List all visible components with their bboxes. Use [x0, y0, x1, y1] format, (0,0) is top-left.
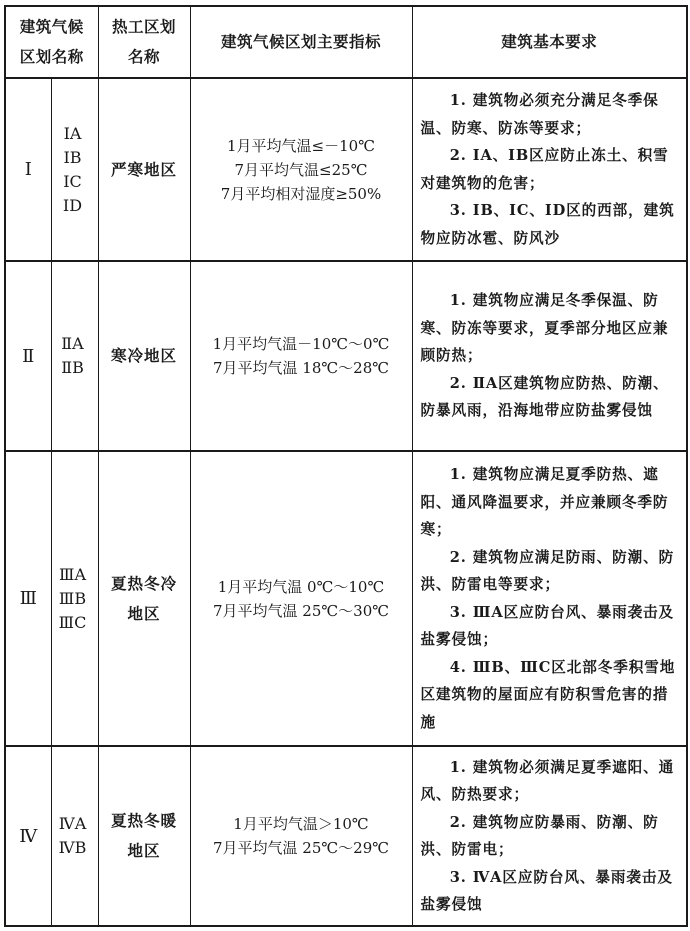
header-line: 名称	[128, 47, 161, 66]
requirements-cell	[412, 261, 687, 451]
table-row-zone-1	[5, 78, 687, 261]
requirement-item: 3. ⅣA区应防台风、暴雨袭击及盐雾侵蚀	[420, 868, 673, 913]
subzone-label: ⅢC	[58, 612, 87, 632]
indicator-line: 7月平均气温 18℃～28℃	[212, 359, 390, 377]
requirement-item: 2. ⅠA、ⅠB区应防止冻土、积雪对建筑物的危害；	[420, 147, 669, 192]
thermal-zone-label: 夏热冬冷	[111, 573, 178, 593]
thermal-zone-label: 寒冷地区	[111, 346, 178, 365]
header-line: 建筑气候	[19, 17, 84, 36]
thermal-zone-cell	[98, 451, 190, 746]
climate-zoning-table	[4, 5, 688, 927]
header-line: 热工区划	[112, 17, 177, 36]
indicators-cell	[190, 451, 412, 746]
header-climate-zone-name	[5, 6, 98, 78]
indicator-line: 7月平均相对湿度≥50%	[220, 184, 382, 203]
requirement-item: 1. 建筑物必须充分满足冬季保温、防寒、防冻等要求；	[420, 92, 659, 137]
table-row-zone-3	[5, 451, 687, 746]
zone-cell: Ⅱ	[5, 261, 51, 451]
requirement-item: 2. 建筑物应满足防雨、防潮、防洪、防雷电等要求；	[420, 548, 675, 593]
indicators-cell	[190, 261, 412, 451]
requirement-item: 2. ⅡA区建筑物应防热、防潮、防暴风雨，沿海地带应防盐雾侵蚀	[420, 374, 669, 420]
indicator-line: 1月平均气温＞10℃	[233, 815, 369, 833]
subzone-label: ⅢA	[59, 564, 86, 584]
subzone-cell	[51, 261, 98, 451]
requirement-item: 1. 建筑物应满足夏季防热、遮阳、通风降温要求，并应兼顾冬季防寒；	[420, 466, 669, 538]
requirement-item: 3. ⅢA区应防台风、暴雨袭击及盐雾侵蚀；	[420, 603, 675, 648]
thermal-zone-cell	[98, 78, 190, 261]
thermal-zone-label: 夏热冬暖	[111, 811, 178, 830]
subzone-cell	[51, 78, 98, 261]
indicator-line: 1月平均气温－10℃～0℃	[212, 335, 390, 353]
subzone-label: ⅡB	[61, 358, 84, 377]
table-row-zone-4	[5, 746, 687, 926]
zone-cell: Ⅲ	[5, 451, 51, 746]
thermal-zone-label: 地区	[127, 603, 161, 623]
subzone-label: ⅢB	[58, 588, 87, 608]
requirement-item: 1. 建筑物应满足冬季保温、防寒、防冻等要求，夏季部分地区应兼顾防热；	[420, 292, 669, 365]
indicator-line: 7月平均气温 25℃～29℃	[212, 839, 390, 857]
subzone-label: ⅣA	[58, 814, 87, 833]
zone-cell: Ⅳ	[5, 746, 51, 926]
requirements-cell	[412, 746, 687, 926]
requirement-item: 1. 建筑物必须满足夏季遮阳、通风、防热要求；	[420, 758, 675, 803]
header-thermal-zone-name	[98, 6, 190, 78]
indicators-cell	[190, 746, 412, 926]
thermal-zone-label: 严寒地区	[111, 159, 178, 179]
subzone-cell	[51, 746, 98, 926]
subzone-cell	[51, 451, 98, 746]
thermal-zone-label: 地区	[127, 841, 161, 860]
header-line: 区划名称	[19, 47, 84, 66]
header-row	[5, 6, 687, 78]
table-row-zone-2	[5, 261, 687, 451]
indicator-line: 7月平均气温 25℃～30℃	[212, 601, 390, 620]
requirement-item: 4. ⅢB、ⅢC区北部冬季积雪地区建筑物的屋面应有防积雪危害的措施	[420, 658, 676, 731]
header-main-indicators: 建筑气候区划主要指标	[190, 6, 412, 78]
indicators-cell	[190, 78, 412, 261]
requirement-item: 2. 建筑物应防暴雨、防潮、防洪、防雷电；	[420, 813, 659, 858]
subzone-label: ⅣB	[58, 838, 87, 857]
thermal-zone-cell	[98, 261, 190, 451]
zone-cell: Ⅰ	[5, 78, 51, 261]
subzone-label: ⅠA	[63, 123, 82, 143]
requirements-cell	[412, 78, 687, 261]
subzone-label: ⅡA	[61, 334, 84, 353]
subzone-label: ⅠB	[63, 147, 82, 167]
thermal-zone-cell	[98, 746, 190, 926]
requirements-cell	[412, 451, 687, 746]
subzone-label: ⅠD	[62, 195, 83, 215]
header-basic-requirements: 建筑基本要求	[412, 6, 687, 78]
indicator-line: 1月平均气温≤－10℃	[227, 136, 375, 155]
indicator-line: 7月平均气温≤25℃	[234, 160, 368, 179]
indicator-line: 1月平均气温 0℃～10℃	[217, 577, 385, 596]
subzone-label: ⅠC	[63, 171, 82, 191]
requirement-item: 3. ⅠB、ⅠC、ⅠD区的西部，建筑物应防冰雹、防风沙	[420, 202, 675, 247]
